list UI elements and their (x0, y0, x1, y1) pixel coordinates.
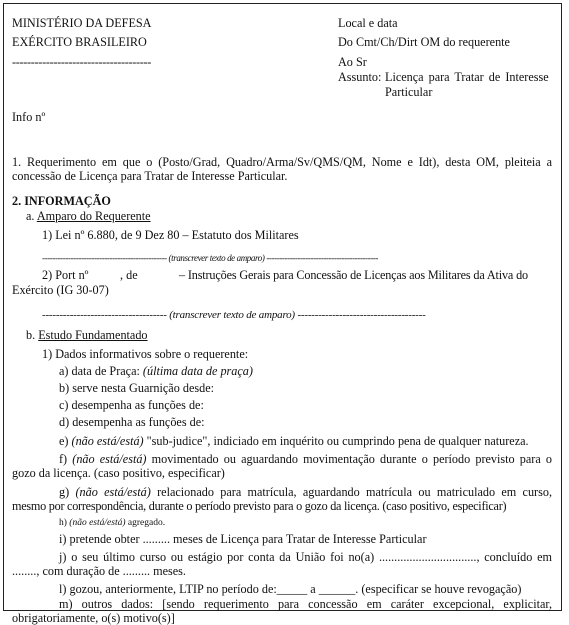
port-de: , de (120, 268, 138, 282)
info-number: Info nº (12, 110, 46, 124)
item-h-agregado (59, 516, 165, 530)
item-e-rest: "sub-judice", indiciado em inquérito ou cumprindo pena de qualquer natureza. (143, 434, 529, 448)
item-h-rest: agregado. (125, 518, 166, 528)
assunto-text-cont: Particular (385, 85, 433, 99)
item-f-rest: movimentado ou aguardando movimentação durante o período previsto para o (146, 452, 552, 466)
subsection-b-label: Estudo Fundamentado (38, 328, 148, 342)
section-title-informacao: 2. INFORMAÇÃO (12, 194, 111, 208)
assunto-text: Licença para Tratar de Interesse (385, 70, 549, 84)
separator-amparo-2 (42, 308, 426, 322)
item-a-italic: (última data de praça) (142, 364, 253, 378)
port-description: – Instruções Gerais para Concessão de Licenças aos Militares da Ativa do (179, 268, 528, 282)
item-e-sub-judice (59, 434, 529, 448)
port-label: 2) Port nº (42, 268, 89, 282)
item-e-italic: (não está/está) (71, 434, 144, 448)
assunto-label: Assunto: (338, 70, 382, 84)
port-description-cont: Exército (IG 30-07) (12, 283, 109, 297)
item-h-prefix: h) (59, 518, 70, 528)
local-e-data: Local e data (338, 16, 398, 30)
item-g-matricula (59, 485, 552, 499)
item-h-italic: (não está/está) (69, 518, 126, 528)
subsection-b (26, 328, 148, 342)
item-f-line2: gozo da licença. (caso positivo, especificar) (12, 466, 225, 480)
item-a-data-praca (59, 364, 253, 378)
document-page (3, 3, 562, 625)
item-d-funcoes: d) desempenha as funções de: (59, 415, 205, 429)
item-b-guarnicao: b) serve nesta Guarnição desde: (59, 381, 214, 395)
separator-text: (transcrever texto de amparo) (166, 309, 298, 321)
item-m-line2: obrigatoriamente, o(s) motivo(s)] (12, 611, 175, 625)
subsection-a-prefix: a. (26, 209, 37, 223)
ministry-name: MINISTÉRIO DA DEFESA (12, 16, 152, 30)
army-name: EXÉRCITO BRASILEIRO (12, 35, 147, 49)
subsection-a-label: Amparo do Requerente (36, 209, 151, 223)
separator-right: ------------------------------------------- (266, 253, 379, 263)
item-m-outros-dados: m) outros dados: [sendo requerimento para concessão em caráter excepcional, explicitar, (59, 597, 552, 611)
to-line: Ao Sr (338, 55, 367, 69)
dados-informativos: 1) Dados informativos sobre o requerente: (42, 347, 249, 361)
item-f-italic: (não está/está) (72, 452, 147, 466)
request-line-1: 1. Requerimento em que o (Posto/Grad, Quadro/Arma/Sv/QMS/QM, Nome e Idt), desta OM, pleiteia a (12, 155, 552, 169)
subsection-b-prefix: b. (26, 328, 39, 342)
separator-left: ------------------------------------ (42, 309, 167, 321)
item-g-italic: (não está/está) (75, 485, 151, 499)
item-a-prefix: a) data de Praça: (59, 364, 143, 378)
separator-right: ------------------------------------- (297, 309, 426, 321)
header-dash-line: ------------------------------------- (12, 55, 152, 69)
item-f-prefix: f) (59, 452, 73, 466)
item-i-meses: i) pretende obter ......... meses de Licença para Tratar de Interesse Particular (59, 532, 427, 546)
item-l-ltip: l) gozou, anteriormente, LTIP no período de:_____ a ______. (especificar se houve revogação) (59, 582, 522, 596)
law-reference: 1) Lei nº 6.880, de 9 Dez 80 – Estatuto dos Militares (42, 228, 299, 242)
item-j-line2: ........, com duração de ......... meses. (12, 564, 186, 578)
separator-left: ------------------------------------------------ (42, 253, 167, 263)
item-g-prefix: g) (59, 485, 76, 499)
separator-amparo-1 (42, 251, 378, 265)
request-line-2: concessão de Licença para Tratar de Interesse Particular. (12, 169, 288, 183)
separator-text: (transcrever texto de amparo) (166, 253, 267, 263)
item-f-movimentado (59, 452, 552, 466)
item-g-line2: mesmo por correspondência, durante o período previsto para o gozo da licença. (caso positivo, especificar) (12, 499, 507, 513)
item-c-funcoes: c) desempenha as funções de: (59, 398, 204, 412)
item-g-rest: relacionado para matrícula, aguardando matrícula ou matriculado em curso, (150, 485, 552, 499)
subsection-a (26, 209, 151, 223)
item-j-ultimo-curso: j) o seu último curso ou estágio por conta da União foi no(a) ................................, concluído em (59, 550, 552, 564)
item-e-prefix: e) (59, 434, 72, 448)
from-line: Do Cmt/Ch/Dirt OM do requerente (338, 35, 510, 49)
